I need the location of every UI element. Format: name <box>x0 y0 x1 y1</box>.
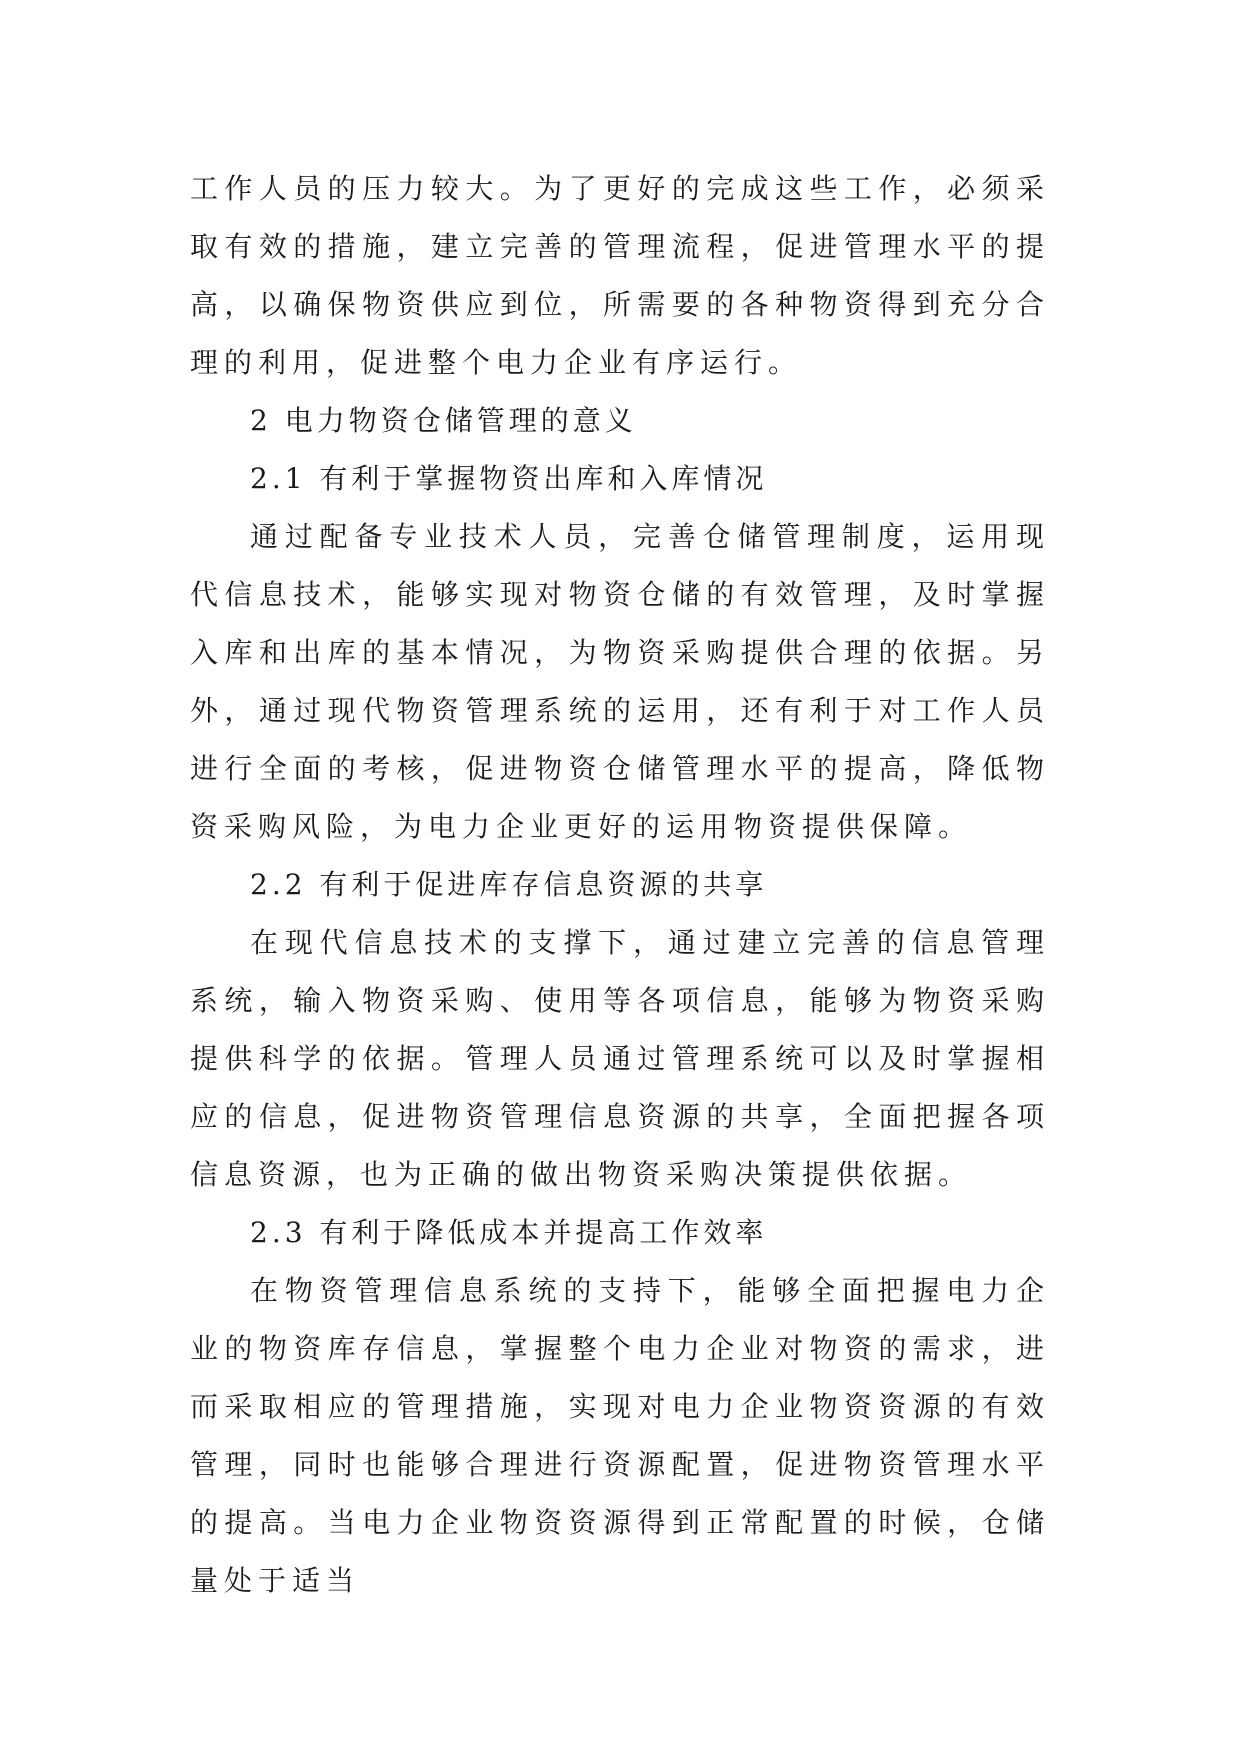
subsection-heading-2-3: 2.3 有利于降低成本并提高工作效率 <box>250 1216 768 1249</box>
document-body <box>190 160 1050 1610</box>
subsection-heading-2-1: 2.1 有利于掌握物资出库和入库情况 <box>250 462 768 495</box>
subsection-heading-2-2: 2.2 有利于促进库存信息资源的共享 <box>250 868 768 901</box>
paragraph-2-3: 在物资管理信息系统的支持下，能够全面把握电力企业的物资库存信息，掌握整个电力企业对物资的需求，进而采取相应的管理措施，实现对电力企业物资资源的有效管理，同时也能够合理进行资源配置，促进物资管理水平的提高。当电力企业物资资源得到正常配置的时候，仓储量处于适当 <box>190 1274 1050 1597</box>
paragraph-2-2: 在现代信息技术的支撑下，通过建立完善的信息管理系统，输入物资采购、使用等各项信息，能够为物资采购提供科学的依据。管理人员通过管理系统可以及时掌握相应的信息，促进物资管理信息资源的共享，全面把握各项信息资源，也为正确的做出物资采购决策提供依据。 <box>190 926 1050 1191</box>
paragraph-continued: 工作人员的压力较大。为了更好的完成这些工作，必须采取有效的措施，建立完善的管理流程，促进管理水平的提高，以确保物资供应到位，所需要的各种物资得到充分合理的利用，促进整个电力企业有序运行。 <box>190 172 1050 379</box>
paragraph-2-1: 通过配备专业技术人员，完善仓储管理制度，运用现代信息技术，能够实现对物资仓储的有效管理，及时掌握入库和出库的基本情况，为物资采购提供合理的依据。另外，通过现代物资管理系统的运用，还有利于对工作人员进行全面的考核，促进物资仓储管理水平的提高，降低物资采购风险，为电力企业更好的运用物资提供保障。 <box>190 520 1050 843</box>
section-heading-2: 2 电力物资仓储管理的意义 <box>250 404 637 437</box>
